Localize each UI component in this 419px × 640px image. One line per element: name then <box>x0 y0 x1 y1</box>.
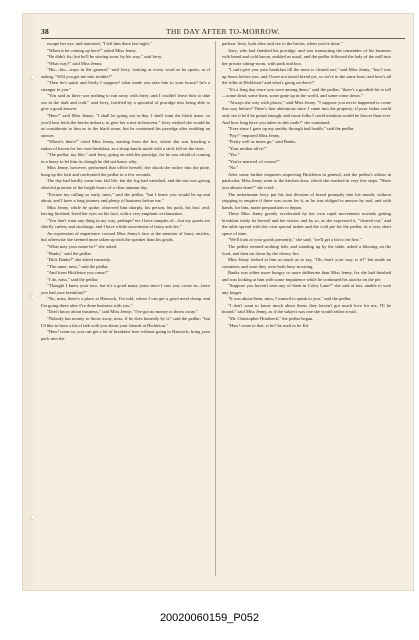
paragraph: "It's a long day since you were among them," said the pedlar; "there's a goodish bit to tell—some dead, some born, some gone up in the world, and some come down." <box>222 86 391 99</box>
book-page <box>33 14 413 590</box>
paragraph: "And from Hickleton you come?" <box>47 270 109 276</box>
paragraph: "He didn't fix; but he'll be stirring soon, by his way," said Jerry. <box>47 54 163 60</box>
running-title: THE DAY AFTER TO-MORROW. <box>165 27 281 36</box>
header-rule <box>41 38 405 39</box>
paragraph: "The same, miss," said the pedlar. <box>47 263 109 269</box>
paragraph: "Ever since I gave up my smithy through bad health," said the pedlar. <box>228 126 355 132</box>
paragraph: "The pedlar, my like," said Jerry, going on with his porridge, for he was afraid of coming in a hurry to let him in, though he did not know why. <box>41 152 210 164</box>
paragraph: "Always the way with places," said Miss Jenny. "I suppose you never happened to come this way before? There's fine alterations since I came into the property; if poor father could only see it he'd be proud enough, and some folks I could mention would be fiercer than ever. And how long have you taken to this trade?" she continued. <box>222 99 391 125</box>
paragraph: "Thought I knew your face, but it's a good many years since I saw you; come in—have you had your breakfast?" <box>41 283 210 295</box>
paragraph: "You don't want any thing in my way, perhaps? tea I have samples of—but my goods are chiefly cutlery and stockings, and I have a little assortment of fancy articles." <box>41 217 210 230</box>
paragraph: "Haw!" said Miss Jenny; "I shall be going out to-day. I shall want the black mare, so you'd best fetch the bricks indoors, to give her a rest in between." Jerry wished she would be as considerate to him as to the black mare, but he continued his porridge after nodding an answer. <box>41 113 210 138</box>
paragraph: parlour. Jerry, look alive and see to the bricks, when you've done." <box>222 41 343 46</box>
paragraph: These Miss Jenny greatly accelerated by her own rapid movements towards getting breakfast ready for herself and her visitor, and by so, as she expressed it, "cleared out," and the table spread with her own special rasher and the cold pie for the pedlar, in a very short space of time. <box>222 211 391 236</box>
paragraph: An expression of impatience crossed Miss Jenny's face at the mention of fancy articles, but otherwise she seemed more taken up with the speaker than his goods. <box>41 230 210 243</box>
paragraph: "What way?" said Miss Jenny. <box>47 60 103 66</box>
paragraph: "No." <box>228 165 239 171</box>
paragraph: "Pretty well as times go," said Banks. <box>228 139 297 145</box>
paragraph: "Don't know about business," said Miss Jenny; "I've got no money to throw away." <box>47 309 198 315</box>
paragraph: "Haw! come to that, is he? he used to be Kit <box>228 322 309 328</box>
paragraph: "Your mother alive?" <box>228 145 267 151</box>
paragraph: "You're married, of course?" <box>228 158 280 164</box>
paragraph: "I don't want to know much about them; they haven't got much love for me, I'll be bound," said Miss Jenny, as if the subject was one she would rather avoid. <box>222 302 391 315</box>
paragraph: "I do, miss," said the pedlar. <box>47 276 99 282</box>
paragraph: "When is he coming up here?" asked Miss Jenny. <box>47 47 137 53</box>
paragraph: The pedlar seemed nothing loth, and standing up by the table, asked a blessing on the food, and then sat down by the cheery fire. <box>222 243 391 256</box>
paragraph: "It was about them, miss, I wanted to speak to you," said the pedlar. <box>228 296 352 302</box>
paragraph: "Excuse my calling so early, miss," said the pedlar, "but I knew you would be up and about, and I have a long journey and plenty of business before me." <box>41 191 210 204</box>
page-number: 38 <box>41 27 50 36</box>
column-divider <box>215 41 216 576</box>
paragraph: "We'll look at your goods presently," she said; "we'll get a bit to eat first." <box>228 237 362 243</box>
paragraph: "Banks," said the pedlar. <box>47 250 92 256</box>
paragraph: Miss Jenny, while he spoke, observed him sharply, his person, his pack, his box; and, having finished, fixed her eyes on his face, with a very emphatic exclamation. <box>41 204 210 217</box>
paragraph: "Nobody has money to throw away, miss, if he does honestly by it," said the pedlar; "but I'd like to have a bit of talk with you about your friends at Hickleton." <box>41 315 210 328</box>
paragraph: "Mr. Christopher Hornbeck," the pedlar began. <box>228 315 314 321</box>
paragraph: Miss Jenny looked at him as much as to say, "Oh, that's your way, is it?" but made no comment, and soon they were both busy in eating. <box>222 257 391 269</box>
left-column <box>41 41 210 576</box>
paragraph: Miss Jenny, however, performed that office herself; she shook the racker into the plate, hung up the fork and confronted the pedlar in a few seconds. <box>41 165 210 177</box>
paragraph: "Then he's quick and lively I suppose? what made you take him to your house? he's a stranger to you." <box>41 80 210 92</box>
paragraph: "His—his—ways in the general," said Jerry, looking at every word as he spoke, as if asking, "Will you get me into trouble?" <box>41 67 210 79</box>
paragraph: escape her eye, and muttered, "I left him there last night." <box>47 41 152 46</box>
paragraph: "Haw! come in, you can get a bit of breakfast here without going to Hancock; bring your pack into the <box>41 329 210 341</box>
paragraph: "You said as there was nothing to run away with there, and I couldn't leave him to take out in the dark and cold," said Jerry, fortified by a spoonful of porridge into being able to give a good answer. <box>41 93 210 112</box>
right-column <box>222 41 391 576</box>
paragraph: "Where's there?" cried Miss Jenny, starting from the fire, where she was frizzling a rasher of bacon for her own breakfast, as a sharp knock made with a stick fell on the door. <box>41 139 210 151</box>
paragraph: "No, miss; there's a place at Hancock, I'm told, where I can get a good meal cheap, and I'm going there after I've done business with you." <box>41 296 210 308</box>
scan-label: 20020060159_P052 <box>159 612 260 624</box>
scanned-sheet <box>23 14 413 590</box>
paragraph: "What may your name be?" she asked. <box>47 243 118 249</box>
paragraph: The day had hardly come into full life, but the fog had vanished, and the sun was giving cheerful promise of the bright hours of a clear autumn day. <box>41 178 210 191</box>
paragraph: "Dick Banks?" she asked earnestly. <box>47 257 112 263</box>
paragraph: Jerry, who had finished his porridge, and was transacting the remainder of his business with bread and cold bacon, nodded as usual, and the pedlar followed the lady of the mill into her private sitting-room, with pack and box. <box>222 47 391 66</box>
paragraph: "I can't give you your breakfast till the mess is cleared out," said Miss Jenny; "but I was up hours before you, and I have not tasted bread yet, so we're in the same boat; and how's all the folks at Hickleton? and what's going on there?" <box>222 67 391 86</box>
paragraph: "Yes." <box>228 152 240 158</box>
paragraph: The unfortunate Jerry put his last division of bread promptly into his mouth, without stopping to enquire if there was room for it, as he was obliged to answer by nod, and with hands, for him, made preparations to depart. <box>222 191 391 210</box>
paragraph: "Pay?" enquired Miss Jenny. <box>228 132 281 138</box>
paragraph: Banks was either more hungry or more deliberate than Miss Jenny, for she had finished and was looking at him with some impatience while he continued his attacks on the pie. <box>222 270 391 282</box>
paragraph: "Suppose you haven't seen any of them in Coley Lane?" she said at last, unable to wait any longer. <box>222 283 391 295</box>
paragraph: After some further enquiries respecting Hickleton in general, and the pedlar's affairs in particular, Miss Jenny went to the kitchen door, which she reached in very few steps. "Have you almost done?" she cried. <box>222 171 391 191</box>
